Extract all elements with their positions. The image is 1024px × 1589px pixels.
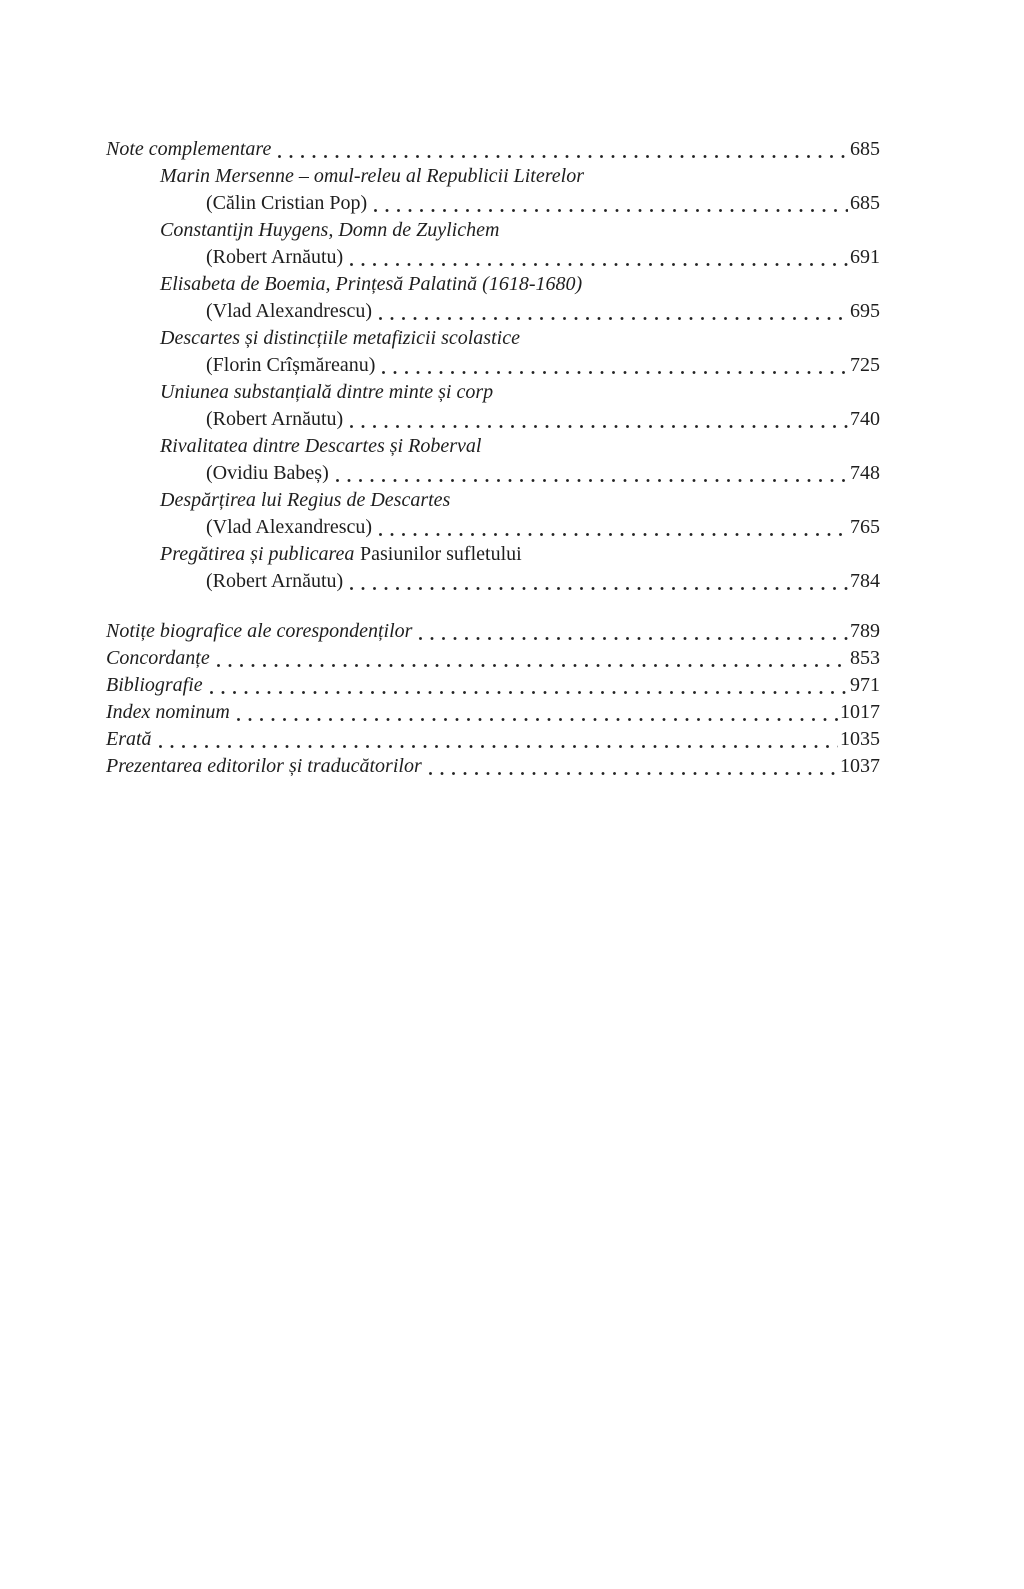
toc-entry-line bbox=[106, 568, 880, 595]
dot-leader bbox=[159, 726, 838, 753]
toc-page-number: 685 bbox=[850, 192, 880, 214]
toc-entry-author: (Călin Cristian Pop) bbox=[206, 192, 368, 214]
toc-entry-text bbox=[206, 406, 343, 433]
dot-leader bbox=[350, 406, 848, 433]
dot-leader bbox=[217, 645, 848, 672]
toc-entry-title-italic: Constantijn Huygens, Domn de Zuylichem bbox=[160, 219, 500, 241]
toc-page-number: 691 bbox=[850, 246, 880, 268]
dot-leader bbox=[350, 568, 848, 595]
toc-entry-line bbox=[106, 645, 880, 672]
toc-entry-line bbox=[106, 244, 880, 271]
toc-page-number: 784 bbox=[850, 570, 880, 592]
toc-entry-title-italic: Prezentarea editorilor și traducătorilor bbox=[106, 755, 422, 777]
toc-entry-text bbox=[160, 271, 582, 298]
toc-entry-title-italic: Uniunea substanțială dintre minte și corp bbox=[160, 381, 494, 403]
toc-entry-author: (Vlad Alexandrescu) bbox=[206, 300, 373, 322]
toc-page-number: 748 bbox=[850, 462, 880, 484]
toc-page-number: 725 bbox=[850, 354, 880, 376]
toc-title-line bbox=[106, 163, 880, 190]
toc-entry-author: (Robert Arnăutu) bbox=[206, 246, 344, 268]
toc-entry-line bbox=[106, 406, 880, 433]
toc-entry-text bbox=[160, 487, 450, 514]
toc-entry-line bbox=[106, 699, 880, 726]
toc-entry-text bbox=[106, 672, 203, 699]
toc-entry-author: (Robert Arnăutu) bbox=[206, 408, 344, 430]
toc-entry-line bbox=[106, 618, 880, 645]
dot-leader bbox=[419, 618, 848, 645]
toc-section-gap bbox=[106, 595, 880, 618]
toc-entry-text bbox=[206, 298, 372, 325]
toc-entry-line bbox=[106, 726, 880, 753]
toc-entry-title-italic: Erată bbox=[106, 728, 152, 750]
toc-entry-text bbox=[206, 460, 329, 487]
toc-entry-line bbox=[106, 298, 880, 325]
toc-title-line bbox=[106, 541, 880, 568]
toc-entry-title-italic: Descartes și distincțiile metafizicii scolastice bbox=[160, 327, 520, 349]
toc-entry-author: (Ovidiu Babeș) bbox=[206, 462, 329, 484]
toc-page-number: 1017 bbox=[840, 701, 880, 723]
toc-page-number: 1037 bbox=[840, 755, 880, 777]
toc-entry-title-italic: Marin Mersenne – omul-releu al Republicii Literelor bbox=[160, 165, 584, 187]
toc-entry-title-italic: Concordanțe bbox=[106, 647, 210, 669]
toc-entry-text bbox=[160, 541, 522, 568]
dot-leader bbox=[336, 460, 848, 487]
toc-entry-line bbox=[106, 460, 880, 487]
dot-leader bbox=[237, 699, 838, 726]
toc-entry-title-italic: Pregătirea și publicarea bbox=[160, 543, 355, 565]
toc-entry-author: (Vlad Alexandrescu) bbox=[206, 516, 373, 538]
toc-title-line bbox=[106, 487, 880, 514]
toc-page-number: 765 bbox=[850, 516, 880, 538]
toc-entry-title-italic: Note complementare bbox=[106, 138, 272, 160]
toc-entry-title-italic: Index nominum bbox=[106, 701, 230, 723]
dot-leader bbox=[429, 753, 838, 780]
dot-leader bbox=[382, 352, 848, 379]
toc-page-number: 740 bbox=[850, 408, 880, 430]
toc-title-line bbox=[106, 325, 880, 352]
toc-entry-title-italic: Rivalitatea dintre Descartes și Roberval bbox=[160, 435, 482, 457]
toc-entry-text bbox=[160, 433, 481, 460]
toc-entry-text bbox=[106, 753, 422, 780]
toc-title-line bbox=[106, 271, 880, 298]
toc-entry-title-roman: Pasiunilor sufletului bbox=[360, 543, 522, 565]
toc-entry-text bbox=[160, 379, 493, 406]
dot-leader bbox=[379, 298, 848, 325]
toc-entry-line bbox=[106, 190, 880, 217]
toc-entry-text bbox=[206, 190, 367, 217]
toc-entry-text bbox=[106, 645, 210, 672]
toc-entry-title-italic: Bibliografie bbox=[106, 674, 203, 696]
toc-entry-text bbox=[206, 514, 372, 541]
dot-leader bbox=[210, 672, 848, 699]
toc-entry-text bbox=[106, 136, 271, 163]
dot-leader bbox=[379, 514, 848, 541]
toc-entry-line bbox=[106, 136, 880, 163]
toc-entry-author: (Florin Crîșmăreanu) bbox=[206, 354, 376, 376]
toc-title-line bbox=[106, 379, 880, 406]
toc-entry-title-italic: Despărțirea lui Regius de Descartes bbox=[160, 489, 451, 511]
toc-entry-title-italic: Notițe biografice ale corespondenților bbox=[106, 620, 413, 642]
toc-page-number: 971 bbox=[850, 674, 880, 696]
toc-entry-text bbox=[106, 618, 412, 645]
toc-page-number: 1035 bbox=[840, 728, 880, 750]
toc-page-number: 695 bbox=[850, 300, 880, 322]
toc-entry-author: (Robert Arnăutu) bbox=[206, 570, 344, 592]
toc-page-number: 789 bbox=[850, 620, 880, 642]
toc-entry-text bbox=[206, 352, 375, 379]
toc-entry-text bbox=[206, 244, 343, 271]
toc-title-line bbox=[106, 433, 880, 460]
dot-leader bbox=[278, 136, 848, 163]
toc-entry-line bbox=[106, 672, 880, 699]
toc-entry-line bbox=[106, 514, 880, 541]
toc-page-number: 853 bbox=[850, 647, 880, 669]
toc-list bbox=[106, 136, 880, 780]
toc-entry-text bbox=[160, 217, 499, 244]
toc-entry-text bbox=[160, 163, 584, 190]
toc-entry-line bbox=[106, 753, 880, 780]
toc-entry-line bbox=[106, 352, 880, 379]
toc-entry-text bbox=[106, 726, 152, 753]
toc-entry-title-italic: Elisabeta de Boemia, Prințesă Palatină (1618-1680) bbox=[160, 273, 583, 295]
toc-title-line bbox=[106, 217, 880, 244]
dot-leader bbox=[374, 190, 848, 217]
toc-entry-text bbox=[206, 568, 343, 595]
toc-entry-text bbox=[106, 699, 230, 726]
dot-leader bbox=[350, 244, 848, 271]
toc-page-number: 685 bbox=[850, 138, 880, 160]
toc-entry-text bbox=[160, 325, 520, 352]
